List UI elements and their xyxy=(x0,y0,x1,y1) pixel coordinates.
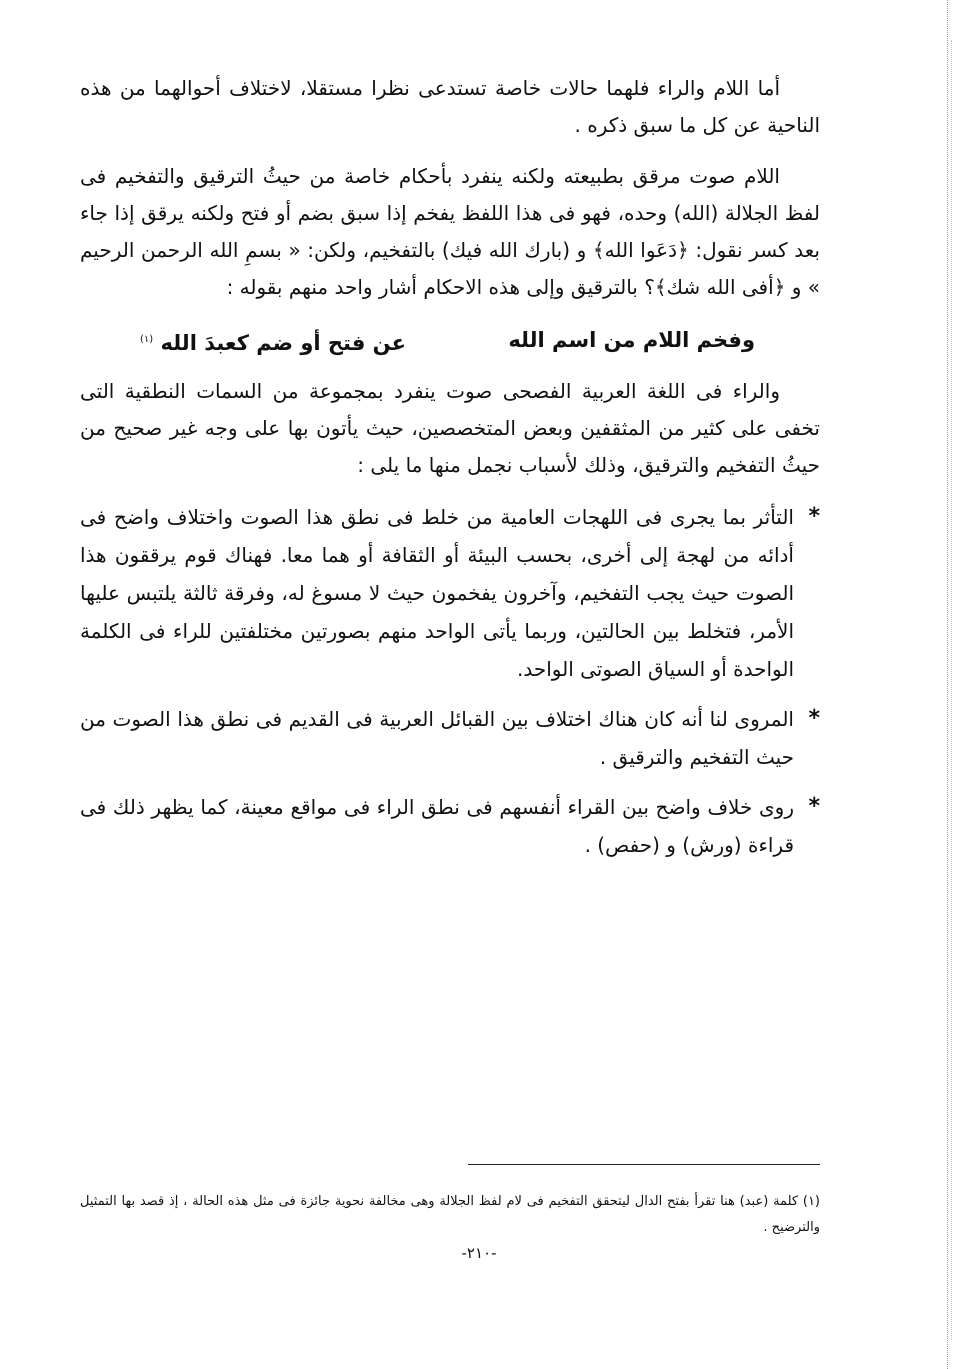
main-text xyxy=(80,70,820,876)
footnote-divider xyxy=(468,1164,820,1165)
paragraph-ra: والراء فى اللغة العربية الفصحى صوت ينفرد بمجموعة من السمات النطقية التى تخفى على كثير من المثقفين وبعض المتخصصين، حيث يأتون بها على وجه غير صحيح من حيثُ التفخيم والترقيق، وذلك لأسباب نجمل منها ما يلى : xyxy=(80,379,820,477)
poetry-verse xyxy=(80,320,820,363)
paragraph-lam: اللام صوت مرقق بطبيعته ولكنه ينفرد بأحكام خاصة من حيثُ الترقيق والتفخيم فى لفظ الجلالة (الله) وحده، فهو فى هذا اللفظ يفخم إذا سبق بضم أو فتح ولكنه يرقق إذا جاء بعد كسر نقول: ﴿دَعَوا الله﴾ و (بارك الله فيك) بالتفخيم، ولكن: « بسمِ الله الرحمن الرحيم » و ﴿أفى الله شك﴾؟ بالترقيق وإلى هذه الاحكام أشار واحد منهم بقوله : xyxy=(80,164,820,299)
reasons-list xyxy=(80,498,820,864)
verse-second-hemistich: عن فتح أو ضم كعبدَ الله $^{(١)}$ xyxy=(140,331,406,355)
footnote-marker: (١) xyxy=(140,334,154,345)
verse-first-hemistich: وفخم اللام من اسم الله xyxy=(508,328,755,352)
list-item xyxy=(80,700,820,776)
list-item xyxy=(80,498,820,688)
scan-edge-dots xyxy=(946,0,948,1369)
footnote: (١) كلمة (عبد) هنا تقرأ بفتح الدال ليتحقق التفخيم فى لام لفظ الجلالة وهى مخالفة نحوية جائزة فى مثل هذه الحالة ، إذ قصد بها التمثيل والترضيح . xyxy=(80,1194,820,1235)
asterisk-bullet-icon: * xyxy=(808,706,820,731)
asterisk-bullet-icon: * xyxy=(808,794,820,819)
list-item-text: التأثر بما يجرى فى اللهجات العامية من خلط فى نطق هذا الصوت واختلاف واضح فى أدائه من لهجة إلى أخرى، بحسب البيئة أو الثقافة أو هما معا. فهناك قوم يرققون هذا الصوت حيث يجب التفخيم، وآخرون يفخمون حيث لا مسوغ له، وفرقة ثالثة يلتبس عليها الأمر، فتخلط بين الحالتين، وربما يأتى الواحد منهم بصورتين مختلفتين للراء فى الكلمة الواحدة أو السياق الصوتى الواحد. xyxy=(80,505,794,681)
asterisk-bullet-icon: * xyxy=(808,504,820,529)
list-item-text: روى خلاف واضح بين القراء أنفسهم فى نطق الراء فى مواقع معينة، كما يظهر ذلك فى قراءة (ورش) و (حفص) . xyxy=(80,795,794,857)
page-number: -٢١٠- xyxy=(461,1244,497,1262)
paragraph-intro: أما اللام والراء فلهما حالات خاصة تستدعى نظرا مستقلا، لاختلاف أحوالهما من هذه الناحية عن كل ما سبق ذكره . xyxy=(80,76,820,137)
list-item-text: المروى لنا أنه كان هناك اختلاف بين القبائل العربية فى القديم فى نطق هذا الصوت من حيث التفخيم والترقيق . xyxy=(80,707,794,769)
list-item xyxy=(80,788,820,864)
scan-edge-dots-inner xyxy=(950,40,952,1340)
